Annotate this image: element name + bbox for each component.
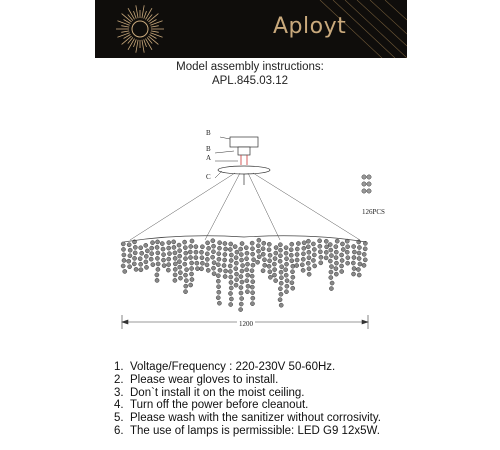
- part-label-b1: B: [206, 129, 211, 137]
- spec-item: 1. Voltage/Frequency : 220-230V 50-60Hz.: [114, 361, 336, 373]
- crystal-sample-icon: [362, 175, 371, 193]
- part-label-c: C: [206, 173, 211, 181]
- spec-item: 3. Don`t install it on the moist ceiling.: [114, 386, 305, 399]
- spec-item: 6. The use of lamps is permissible: LED G9 12x5W.: [114, 424, 380, 437]
- ceiling-plate: [230, 137, 258, 147]
- crystal-cluster: [121, 236, 367, 312]
- spec-item: 4. Turn off the power before cleanout.: [114, 399, 309, 412]
- part-label-a: A: [206, 154, 212, 162]
- part-label-b2: B: [206, 145, 211, 153]
- sunburst-icon: [116, 5, 164, 52]
- page-title: Model assembly instructions:: [176, 61, 324, 73]
- suspension-wires: [130, 173, 360, 240]
- spec-item: 5. Please wash with the sanitizer without corrosivity.: [114, 412, 381, 425]
- gold-lines-decoration: [95, 0, 407, 58]
- model-number: APL.845.03.12: [211, 75, 289, 87]
- chandelier-drawing: [110, 125, 380, 340]
- spec-item: 2. Please wear gloves to install.: [114, 373, 279, 386]
- brand-logo-text: Aployt: [273, 14, 347, 39]
- brand-banner: [95, 0, 407, 58]
- pieces-count: 126PCS: [362, 208, 385, 216]
- canopy-ring: [218, 166, 270, 174]
- spec-list: [114, 361, 381, 438]
- dimension-value: 1200: [239, 320, 253, 328]
